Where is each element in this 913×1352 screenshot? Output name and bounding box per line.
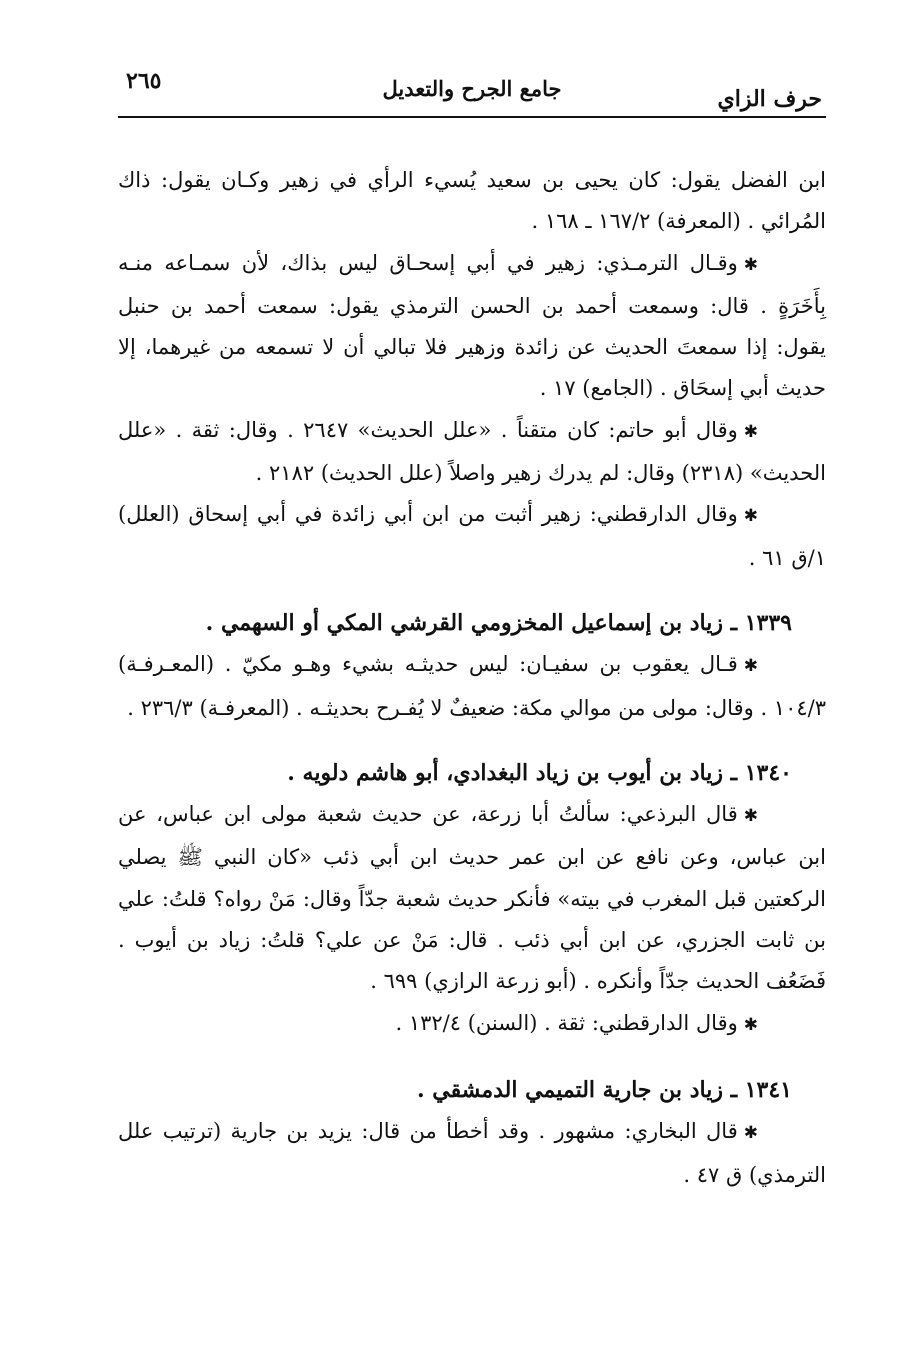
entry-heading: ١٣٣٩ ـ زياد بن إسماعيل المخزومي القرشي المكي أو السهمي . bbox=[205, 609, 792, 636]
star-icon: ✱ bbox=[743, 506, 758, 527]
page-header bbox=[118, 62, 826, 118]
star-icon: ✱ bbox=[743, 806, 758, 827]
page-body bbox=[118, 160, 826, 1196]
paragraph: ✱قـال يعقوب بن سفيـان: ليس حديثـه بشيء وهـو مكيّ . (المعـرفـة) ١٠٤/٣ . وقال: مولى من موالي مكة: ضعيفٌ لا يُفـرح بحديثـه . (المعرفـة) ٢٣٦/٣ . bbox=[118, 644, 826, 729]
star-icon: ✱ bbox=[743, 254, 758, 275]
paragraph: ✱قال البرذعي: سألتُ أبا زرعة، عن حديث شعبة مولى ابن عباس، عن ابن عباس، وعن نافع عن ابن عمر حديث ابن أبي ذئب «كان النبي ﷺ يصلي الركعتين قبل المغرب في بيته» فأنكر حديث شعبة جدّاً وقال: مَنْ رواه؟ قلتُ: علي بن ثابت الجزري، عن ابن أبي ذئب . قال: مَنْ عن علي؟ قلتُ: زياد بن أيوب . فَضَعُف الحديث جدّاً وأنكره . (أبو زرعة الرازي) ٦٩٩ . bbox=[118, 794, 826, 1002]
chapter-title: حرف الزاي bbox=[717, 86, 822, 112]
paragraph: ✱وقال الدارقطني: ثقة . (السنن) ١٣٢/٤ . bbox=[118, 1003, 826, 1046]
star-icon: ✱ bbox=[743, 1123, 758, 1144]
page-number: ٢٦٥ bbox=[126, 68, 162, 94]
star-icon: ✱ bbox=[743, 656, 758, 677]
paragraph: ابن الفضل يقول: كان يحيى بن سعيد يُسيء الرأي في زهير وكـان يقول: ذاك المُرائي . (المعرفة) ١٦٧/٢ ـ ١٦٨ . bbox=[118, 168, 826, 234]
star-icon: ✱ bbox=[743, 421, 758, 442]
star-icon: ✱ bbox=[743, 1014, 758, 1035]
book-page bbox=[118, 62, 826, 1196]
entry-heading: ١٣٤٠ ـ زياد بن أيوب بن زياد البغدادي، أبو هاشم دلويه . bbox=[287, 759, 792, 786]
entry-heading: ١٣٤١ ـ زياد بن جارية التميمي الدمشقي . bbox=[416, 1076, 792, 1103]
book-title: جامع الجرح والتعديل bbox=[382, 76, 562, 101]
paragraph: ✱وقال الدارقطني: زهير أثبت من ابن أبي زائدة في أبي إسحاق (العلل) ١/ق ٦١ . bbox=[118, 494, 826, 579]
paragraph: ✱وقـال الترمـذي: زهير في أبي إسحـاق ليس بذاك، لأن سمـاعه منـه بِأَخَرَةٍ . قال: وسمعت أحمد بن الحسن الترمذي يقول: سمعت أحمد بن حنبل يقول: إذا سمعتَ الحديث عن زائدة وزهير فلا تبالي أن لا تسمعه من غيرهما، إلا حديث أبي إسحَاق . (الجامع) ١٧ . bbox=[118, 243, 826, 410]
paragraph: ✱قال البخاري: مشهور . وقد أخطأ من قال: يزيد بن جارية (ترتيب علل الترمذي) ق ٤٧ . bbox=[118, 1111, 826, 1196]
paragraph: ✱وقال أبو حاتم: كان متقناً . «علل الحديث» ٢٦٤٧ . وقال: ثقة . «علل الحديث» (٢٣١٨) وقال: لم يدرك زهير واصلاً (علل الحديث) ٢١٨٢ . bbox=[118, 410, 826, 495]
